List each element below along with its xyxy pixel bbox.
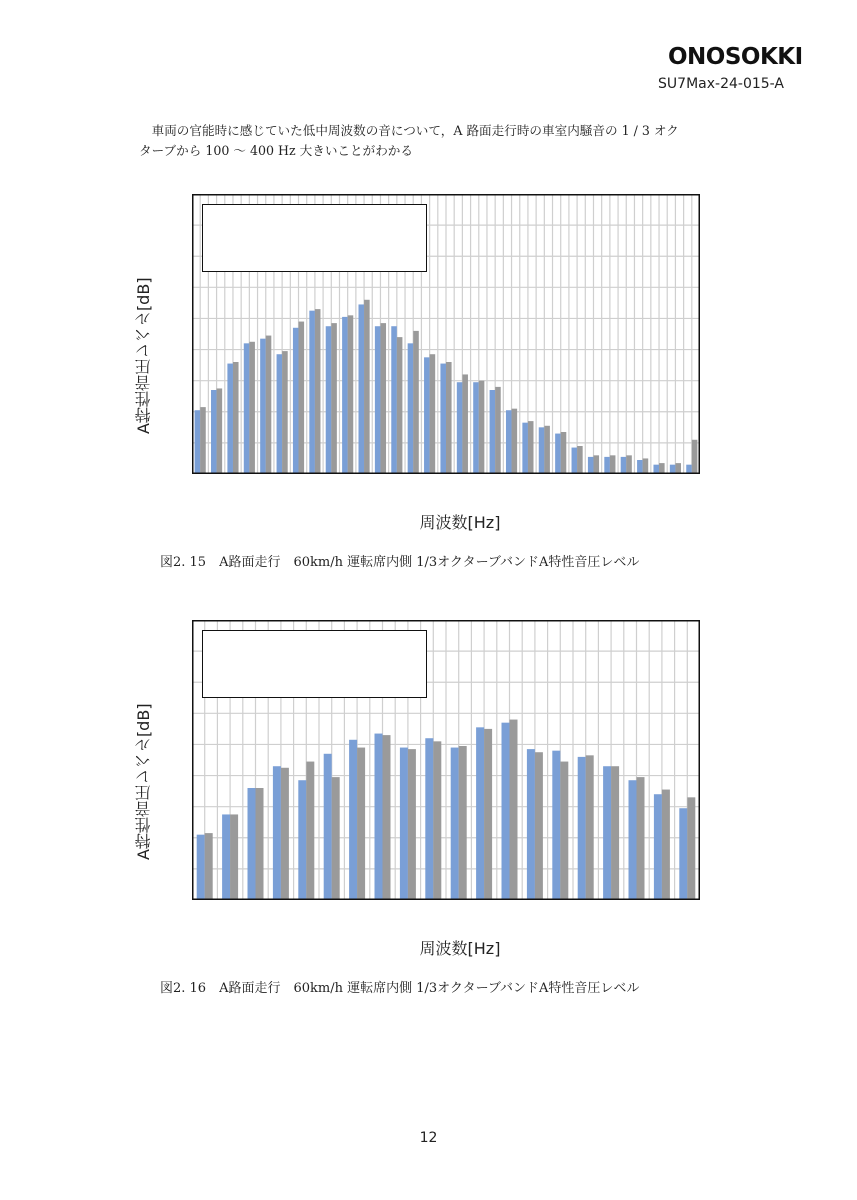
bar-series-1 [539,427,545,474]
bar-series-2 [637,777,645,900]
bar-series-2 [408,749,416,900]
bar-series-2 [282,351,288,474]
bar-series-1 [326,326,332,474]
paragraph-line-2: ターブから 100 〜 400 Hz 大きいことがわかる [139,143,413,158]
bar-series-2 [692,440,698,474]
bar-series-1 [400,748,408,900]
bar-series-1 [298,780,306,900]
bar-series-1 [342,317,348,474]
paragraph-line-1: 車両の官能時に感じていた低中周波数の音について，A 路面走行時の車室内騒音の 1 / 3 オク [151,123,679,138]
bar-series-1 [552,751,560,900]
bar-series-2 [397,337,403,474]
bar-series-2 [544,426,550,474]
bar-series-2 [249,342,255,474]
bar-series-1 [197,835,205,900]
bar-series-2 [433,741,441,900]
figure-2-16 [130,612,720,962]
bar-series-1 [506,410,512,474]
bar-series-2 [332,777,340,900]
bar-series-1 [358,304,364,474]
bar-series-1 [195,410,201,474]
bar-series-1 [629,780,637,900]
bar-series-2 [484,729,492,900]
bar-series-1 [349,740,357,900]
bar-series-2 [593,455,599,474]
bar-series-2 [577,446,583,474]
bar-series-1 [277,354,283,474]
bar-series-1 [457,382,463,474]
bar-series-2 [462,374,468,474]
bar-series-1 [222,814,230,900]
bar-series-1 [527,749,535,900]
y-axis-label: A特性音圧レベル[dB] [134,277,153,435]
bar-series-2 [230,814,238,900]
bar-series-1 [476,727,484,900]
bar-series-1 [588,457,594,474]
bar-series-1 [621,457,627,474]
bar-series-2 [306,762,314,900]
bar-series-1 [248,788,256,900]
bar-series-1 [572,448,578,474]
bar-series-1 [293,328,299,474]
bar-series-2 [380,323,386,474]
x-axis-label: 周波数[Hz] [419,939,501,958]
figure-2-15 [130,186,720,536]
bar-series-2 [281,768,289,900]
bar-series-2 [357,748,365,900]
bar-series-2 [586,755,594,900]
bar-series-2 [610,455,616,474]
bar-series-2 [205,833,213,900]
bar-series-2 [510,720,518,900]
bar-series-2 [512,409,518,474]
bar-series-2 [364,300,370,474]
bar-series-1 [273,766,281,900]
bar-series-2 [233,362,239,474]
document-id: SU7Max-24-015-A [658,76,784,92]
bar-series-2 [413,331,419,474]
bar-series-1 [522,423,528,474]
bar-series-1 [244,343,250,474]
bar-series-2 [446,362,452,474]
bar-series-2 [200,407,206,474]
bar-series-2 [643,458,649,474]
bar-series-2 [383,735,391,900]
legend-box [202,204,427,272]
bar-series-1 [654,794,662,900]
bar-series-1 [603,766,611,900]
bar-series-2 [528,421,534,474]
bar-series-2 [675,463,681,474]
page-number: 12 [419,1130,438,1146]
bar-series-2 [611,766,619,900]
onosokki-logo: ONOSOKKI [668,44,803,70]
bar-series-1 [375,326,381,474]
y-axis-label: A特性音圧レベル[dB] [134,703,153,861]
bar-series-1 [555,434,561,474]
body-paragraph [139,121,779,161]
bar-series-2 [479,381,485,474]
bar-series-2 [561,432,567,474]
bar-series-1 [227,364,233,474]
bar-series-2 [495,387,501,474]
bar-series-1 [440,364,446,474]
bar-series-2 [299,322,305,474]
legend-box [202,630,427,698]
bar-series-2 [331,323,337,474]
x-axis-label: 周波数[Hz] [419,513,501,532]
bar-series-1 [211,390,217,474]
figure-caption: 図2. 16 A路面走行 60km/h 運転席内側 1/3オクターブバンドA特性音圧レベル [160,981,640,996]
bar-series-2 [256,788,264,900]
bar-series-2 [266,336,272,474]
bar-series-2 [662,790,670,900]
bar-series-2 [348,315,354,474]
bar-series-2 [626,455,632,474]
bar-series-1 [451,748,459,900]
bar-series-1 [473,382,479,474]
bar-series-1 [578,757,586,900]
bar-series-2 [430,354,436,474]
bar-series-2 [315,309,321,474]
figure-caption: 図2. 15 A路面走行 60km/h 運転席内側 1/3オクターブバンドA特性音圧レベル [160,555,640,570]
bar-series-1 [424,357,430,474]
bar-series-1 [502,723,510,900]
bar-series-1 [391,326,397,474]
bar-series-1 [679,808,687,900]
bar-series-2 [459,746,467,900]
bar-series-1 [324,754,332,900]
bar-series-2 [687,797,695,900]
bar-series-1 [375,734,383,900]
bar-series-1 [309,311,315,474]
bar-series-2 [659,463,665,474]
bar-series-2 [217,388,223,474]
bar-series-1 [604,457,610,474]
bar-series-1 [260,339,266,474]
bar-series-2 [560,762,568,900]
bar-series-2 [535,752,543,900]
bar-series-1 [637,460,643,474]
bar-series-1 [490,390,496,474]
bar-series-1 [408,343,414,474]
bar-series-1 [425,738,433,900]
